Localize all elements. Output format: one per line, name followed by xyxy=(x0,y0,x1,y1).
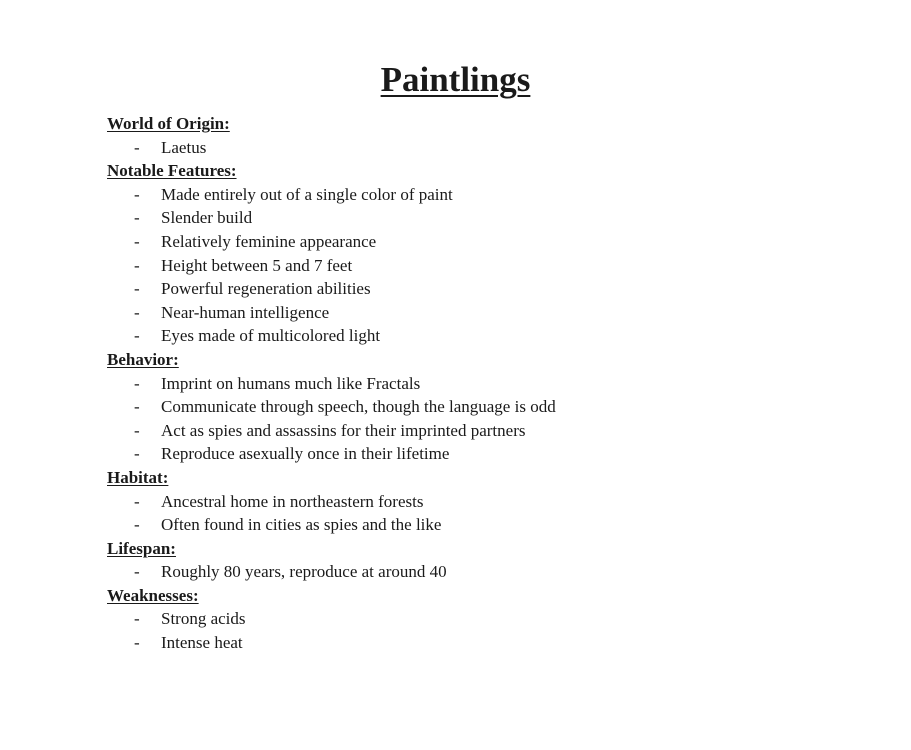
list-item-text: Near-human intelligence xyxy=(161,302,330,322)
list-item xyxy=(107,136,867,160)
list-item xyxy=(107,419,867,443)
list-item xyxy=(107,230,867,254)
list-item xyxy=(107,372,867,396)
bullet-dash: - xyxy=(134,231,140,251)
bullet-dash: - xyxy=(134,609,140,629)
list-item-text: Relatively feminine appearance xyxy=(161,231,377,251)
list-item xyxy=(107,560,867,584)
list-item xyxy=(107,324,867,348)
list-item-text: Laetus xyxy=(161,137,207,157)
list-item xyxy=(107,206,867,230)
list-item xyxy=(107,301,867,325)
list-item xyxy=(107,277,867,301)
list-item-text: Made entirely out of a single color of paint xyxy=(161,184,453,204)
section-heading: World of Origin: xyxy=(107,114,230,133)
list-item-text: Height between 5 and 7 feet xyxy=(161,255,353,275)
bullet-dash: - xyxy=(134,302,140,322)
list-item-text: Strong acids xyxy=(161,609,246,629)
list-item xyxy=(107,254,867,278)
bullet-dash: - xyxy=(134,255,140,275)
bullet-dash: - xyxy=(134,279,140,299)
bullet-dash: - xyxy=(134,184,140,204)
list-item-text: Imprint on humans much like Fractals xyxy=(161,373,421,393)
list-item xyxy=(107,395,867,419)
list-item xyxy=(107,513,867,537)
list-item xyxy=(107,607,867,631)
section-heading: Behavior: xyxy=(107,349,179,369)
bullet-dash: - xyxy=(134,208,140,228)
bullet-dash: - xyxy=(134,515,140,535)
bullet-dash: - xyxy=(134,562,140,582)
list-item-text: Communicate through speech, though the language is odd xyxy=(161,397,556,417)
list-item xyxy=(107,631,867,655)
bullet-dash: - xyxy=(134,444,140,464)
section-heading: Lifespan: xyxy=(107,538,176,558)
list-item-text: Eyes made of multicolored light xyxy=(161,326,381,346)
bullet-dash: - xyxy=(134,137,140,157)
list-item-text: Roughly 80 years, reproduce at around 40 xyxy=(161,562,447,582)
list-item-text: Ancestral home in northeastern forests xyxy=(161,491,424,511)
list-item-text: Act as spies and assassins for their imprinted partners xyxy=(161,420,526,440)
list-item-text: Powerful regeneration abilities xyxy=(161,279,371,299)
list-item-text: Reproduce asexually once in their lifetime xyxy=(161,444,450,464)
section-heading: Weaknesses: xyxy=(107,585,199,605)
page-title: Paintlings xyxy=(380,60,531,99)
list-item xyxy=(107,442,867,466)
bullet-dash: - xyxy=(134,397,140,417)
document-body xyxy=(107,112,867,655)
bullet-dash: - xyxy=(134,420,140,440)
list-item-text: Intense heat xyxy=(161,633,243,653)
bullet-dash: - xyxy=(134,491,140,511)
bullet-dash: - xyxy=(134,326,140,346)
list-item xyxy=(107,183,867,207)
section-heading: Notable Features: xyxy=(107,161,237,181)
list-item-text: Slender build xyxy=(161,208,253,228)
list-item xyxy=(107,490,867,514)
section-heading: Habitat: xyxy=(107,467,169,487)
bullet-dash: - xyxy=(134,633,140,653)
list-item-text: Often found in cities as spies and the like xyxy=(161,515,442,535)
bullet-dash: - xyxy=(134,373,140,393)
